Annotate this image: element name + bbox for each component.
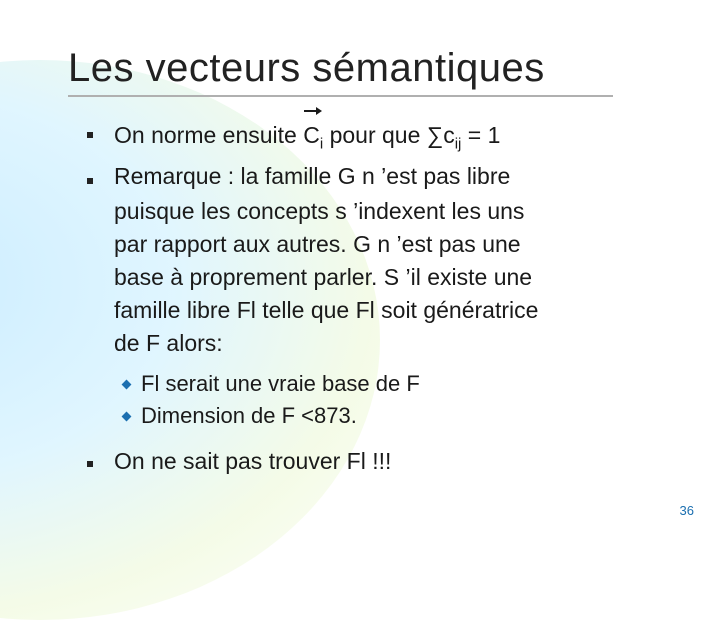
bullet-marker-1 <box>87 132 93 138</box>
sub-bullet-1-text: Fl serait une vraie base de F <box>141 371 420 396</box>
bullet-2-line-3: par rapport aux autres. G n ’est pas une <box>114 231 521 257</box>
sub-bullet-2-text: Dimension de F <873. <box>141 403 357 428</box>
bullet-1-text <box>114 119 500 161</box>
bullet-2-line-5: famille libre Fl telle que Fl soit génératrice <box>114 297 539 323</box>
slide-title: Les vecteurs sémantiques <box>68 46 545 90</box>
sigma-symbol: ∑ <box>426 122 444 148</box>
bullet-marker-2 <box>87 178 93 184</box>
bullet-2-line-2: puisque les concepts s ’indexent les uns <box>114 198 525 224</box>
page-number: 36 <box>679 503 694 518</box>
bullet-1-mid: pour que <box>323 122 427 148</box>
bullet-2-line-1: Remarque : la famille G n ’est pas libre <box>114 163 511 189</box>
c-subscript: ij <box>454 135 462 153</box>
bullet-marker-3 <box>87 461 93 467</box>
bullet-3-text: On ne sait pas trouver Fl !!! <box>114 448 392 474</box>
vector-c: $C_i$ <box>303 119 323 161</box>
bullet-1-suffix: = 1 <box>461 122 501 148</box>
vector-arrow-icon <box>304 110 318 112</box>
bullet-2-line-4: base à proprement parler. S ’il existe une <box>114 264 533 290</box>
title-underline <box>68 95 613 97</box>
c-symbol: c <box>443 122 455 148</box>
bullet-1-prefix: On norme ensuite <box>114 122 304 148</box>
bullet-2-line-6: de F alors: <box>114 330 223 356</box>
